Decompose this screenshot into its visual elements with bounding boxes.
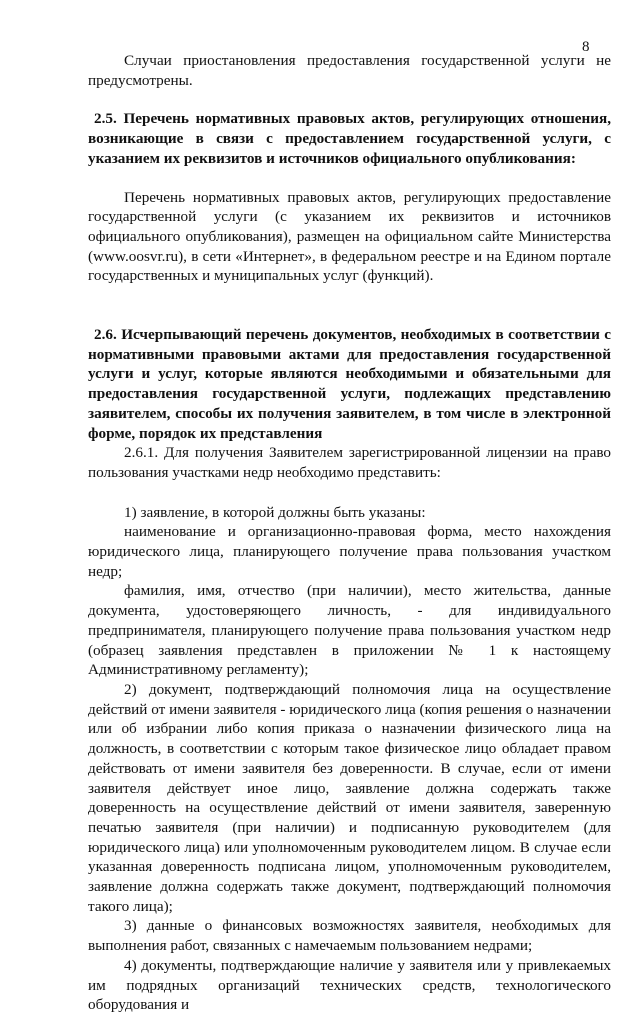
list-item-2: 2) документ, подтверждающий полномочия лица на осуществление действий от имени заявителя - юридического лица (копия решения о назначении или об избрании либо копия приказа о назначении физического лица на должность, в соответствии с которым такое физическое лицо обладает правом действовать от имени заявителя без доверенности. В случае, если от имени заявителя действует иное лицо, заявление должна содержать также доверенность на осуществление действий от имени заявителя, заверенную печатью заявителя (при наличии) и подписанную руководителем (для юридического лица) или уполномоченным руководителем лицом. В случае если указанная доверенность подписана лицом, уполномоченным руководителем, заявление должна содержать также документ, подтверждающий полномочия такого лица); xyxy=(88,680,611,915)
page-number: 8 xyxy=(582,39,590,55)
section-heading-2-6: 2.6. Исчерпывающий перечень документов, необходимых в соответствии с нормативными правовыми актами для предоставления государственной услуги и услуг, которые являются необходимыми и обязательными для предоставления государственной услуги, подлежащих представлению заявителем, способы их получения заявителем, в том числе в электронной форме, порядок их представления xyxy=(88,326,611,442)
list-item-1: 1) заявление, в которой должны быть указаны: xyxy=(124,503,426,521)
paragraph-clause-2-6-1: 2.6.1. Для получения Заявителем зарегистрированной лицензии на право пользования участками недр необходимо представить: xyxy=(88,444,611,481)
list-item-1-person: фамилия, имя, отчество (при наличии), место жительства, данные документа, удостоверяющего личность, - для индивидуального предпринимателя, планирующего получение права пользования участком недр (образец заявления представлен в приложении № 1 к настоящему Административному регламенту); xyxy=(88,582,611,679)
document-body xyxy=(88,51,611,1015)
list-item-1-name: наименование и организационно-правовая форма, место нахождения юридического лица, планирующего получение права пользования участком недр; xyxy=(88,523,611,580)
list-item-4: 4) документы, подтверждающие наличие у заявителя или у привлекаемых им подрядных организаций технических средств, технологического оборудования и xyxy=(88,956,611,1014)
list-item-3: 3) данные о финансовых возможностях заявителя, необходимых для выполнения работ, связанных с намечаемым пользованием недрами; xyxy=(88,917,611,955)
section-heading-2-5: 2.5. Перечень нормативных правовых актов, регулирующих отношения, возникающие в связи с предоставлением государственной услуги, с указанием их реквизитов и источников официального опубликования: xyxy=(88,110,611,167)
paragraph-legal-acts-list: Перечень нормативных правовых актов, регулирующих предоставление государственной услуги (с указанием их реквизитов и источников официального опубликования), размещен на официальном сайте Министерства (www.oosvr.ru), в сети «Интернет», в федеральном реестре и на Едином портале государственных и муниципальных услуг (функций). xyxy=(88,188,611,285)
paragraph-suspension-note: Случаи приостановления предоставления государственной услуги не предусмотрены. xyxy=(88,52,611,89)
